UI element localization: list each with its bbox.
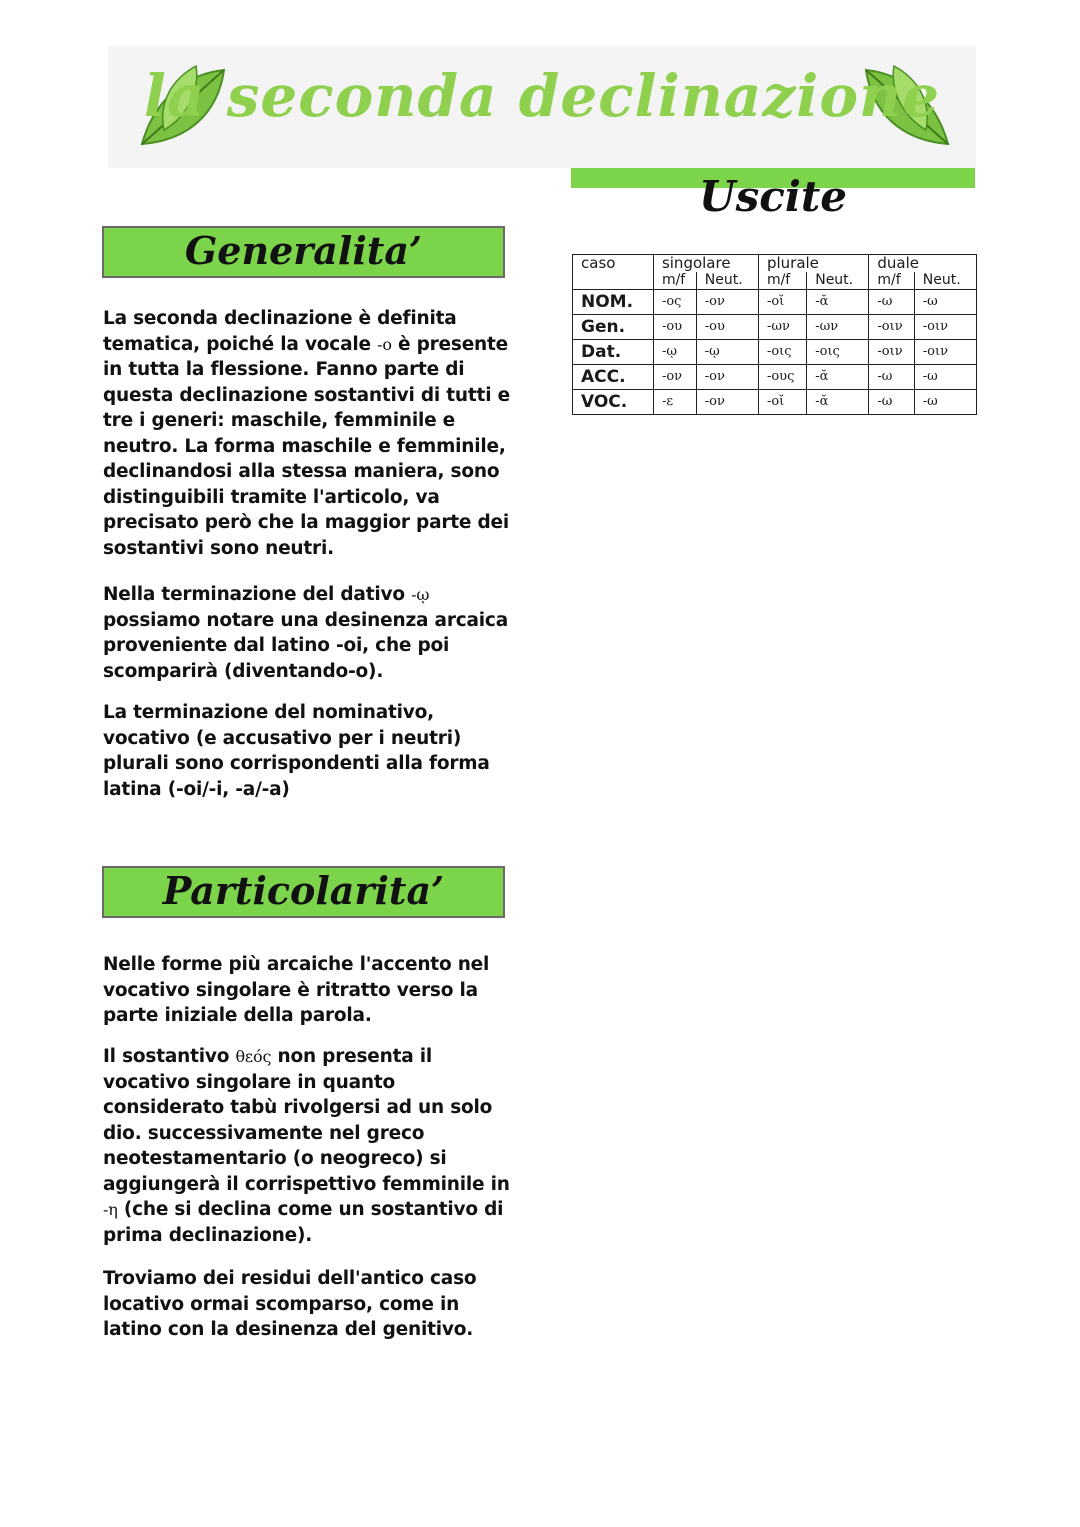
table-cell: -ων <box>758 315 806 340</box>
table-cell: -ε <box>653 390 696 415</box>
generalita-paragraph-1 <box>103 306 513 561</box>
text: La seconda declinazione è definita tematica, poiché la vocale <box>103 308 457 355</box>
greek-text: -ο <box>377 334 392 354</box>
table-cell: -οιν <box>869 315 914 340</box>
table-header-case: caso <box>573 255 654 290</box>
particolarita-paragraph-1: Nelle forme più arcaiche l'accento nel vocativo singolare è ritratto verso la parte iniziale della parola. <box>103 954 490 1026</box>
table-cell: -ᾰ <box>807 365 869 390</box>
table-header-group: duale <box>869 255 977 273</box>
table-cell: -ω <box>869 390 914 415</box>
greek-text: -ῳ <box>411 585 430 604</box>
table-row <box>573 290 977 315</box>
table-cell: -οῐ <box>758 290 806 315</box>
table-header-group: plurale <box>758 255 868 273</box>
table-cell: -ου <box>653 315 696 340</box>
table-subheader: m/f <box>653 272 696 290</box>
text: Nella terminazione del dativo <box>103 584 405 605</box>
table-cell: -ω <box>914 290 976 315</box>
text: è presente in tutta la flessione. Fanno parte di questa declinazione sostantivi di tutti e tre i generi: maschile, femminile e neutro. La forma maschile e femminile, declinandosi alla stessa maniera, sono distinguibili tramite l'articolo, va precisato però che la maggior parte dei sostantivi sono neutri. <box>103 333 510 559</box>
table-cell: -ᾰ <box>807 290 869 315</box>
table-cell: -ου <box>696 315 758 340</box>
title-banner <box>108 46 976 168</box>
greek-text: -η <box>103 1200 118 1219</box>
table-row <box>573 365 977 390</box>
table-cell-case: ACC. <box>573 365 654 390</box>
greek-text: θεός <box>235 1047 272 1066</box>
table-cell-case: Dat. <box>573 340 654 365</box>
generalita-paragraph-2 <box>103 582 513 684</box>
table-subheader: m/f <box>758 272 806 290</box>
table-cell: -οιν <box>869 340 914 365</box>
table-cell: -οις <box>807 340 869 365</box>
page-title-text: la seconda declinazione <box>143 62 941 130</box>
table-cell: -οιν <box>914 315 976 340</box>
particolarita-paragraph-2 <box>103 1044 513 1248</box>
particolarita-title: Particolarita’ <box>162 868 445 913</box>
table-cell: -οῐ <box>758 390 806 415</box>
text: possiamo notare una desinenza arcaica proveniente dal latino -oi, che poi scomparirà (diventando-o). <box>103 609 508 682</box>
table-header-row <box>573 255 977 273</box>
table-subheader: Neut. <box>914 272 976 290</box>
generalita-title: Generalita’ <box>184 228 423 273</box>
table-row <box>573 390 977 415</box>
uscite-title: Uscite <box>699 172 847 221</box>
table-cell: -ῳ <box>696 340 758 365</box>
table-header-group: singolare <box>653 255 758 273</box>
table-cell: -ω <box>869 290 914 315</box>
table-cell: -ος <box>653 290 696 315</box>
text: (che si declina come un sostantivo di prima declinazione). <box>103 1199 504 1246</box>
page-title <box>108 62 976 130</box>
table-cell-case: VOC. <box>573 390 654 415</box>
table-cell: -ω <box>914 365 976 390</box>
table-cell: -ω <box>914 390 976 415</box>
table-cell: -οις <box>758 340 806 365</box>
table-subheader: Neut. <box>807 272 869 290</box>
particolarita-paragraph-3: Troviamo dei residui dell'antico caso locativo ormai scomparso, come in latino con la desinenza del genitivo. <box>103 1268 477 1340</box>
table-cell: -ον <box>653 365 696 390</box>
table-cell: -ω <box>869 365 914 390</box>
endings-table <box>572 254 977 415</box>
table-cell: -ους <box>758 365 806 390</box>
table-cell: -ον <box>696 365 758 390</box>
text: non presenta il vocativo singolare in quanto considerato tabù rivolgersi ad un solo dio. successivamente nel greco neotestamentario (o neogreco) si aggiungerà il corrispettivo femminile in <box>103 1046 510 1195</box>
table-cell-case: NOM. <box>573 290 654 315</box>
table-cell: -ον <box>696 290 758 315</box>
table-row <box>573 340 977 365</box>
table-cell: -ων <box>807 315 869 340</box>
table-cell-case: Gen. <box>573 315 654 340</box>
table-cell: -ον <box>696 390 758 415</box>
table-cell: -ᾰ <box>807 390 869 415</box>
table-cell: -ῳ <box>653 340 696 365</box>
text: Il sostantivo <box>103 1046 230 1067</box>
table-subheader: m/f <box>869 272 914 290</box>
table-subheader: Neut. <box>696 272 758 290</box>
table-cell: -οιν <box>914 340 976 365</box>
generalita-paragraph-3: La terminazione del nominativo, vocativo (e accusativo per i neutri) plurali sono corrispondenti alla forma latina (-oi/-i, -a/-a) <box>103 702 490 800</box>
table-row <box>573 315 977 340</box>
